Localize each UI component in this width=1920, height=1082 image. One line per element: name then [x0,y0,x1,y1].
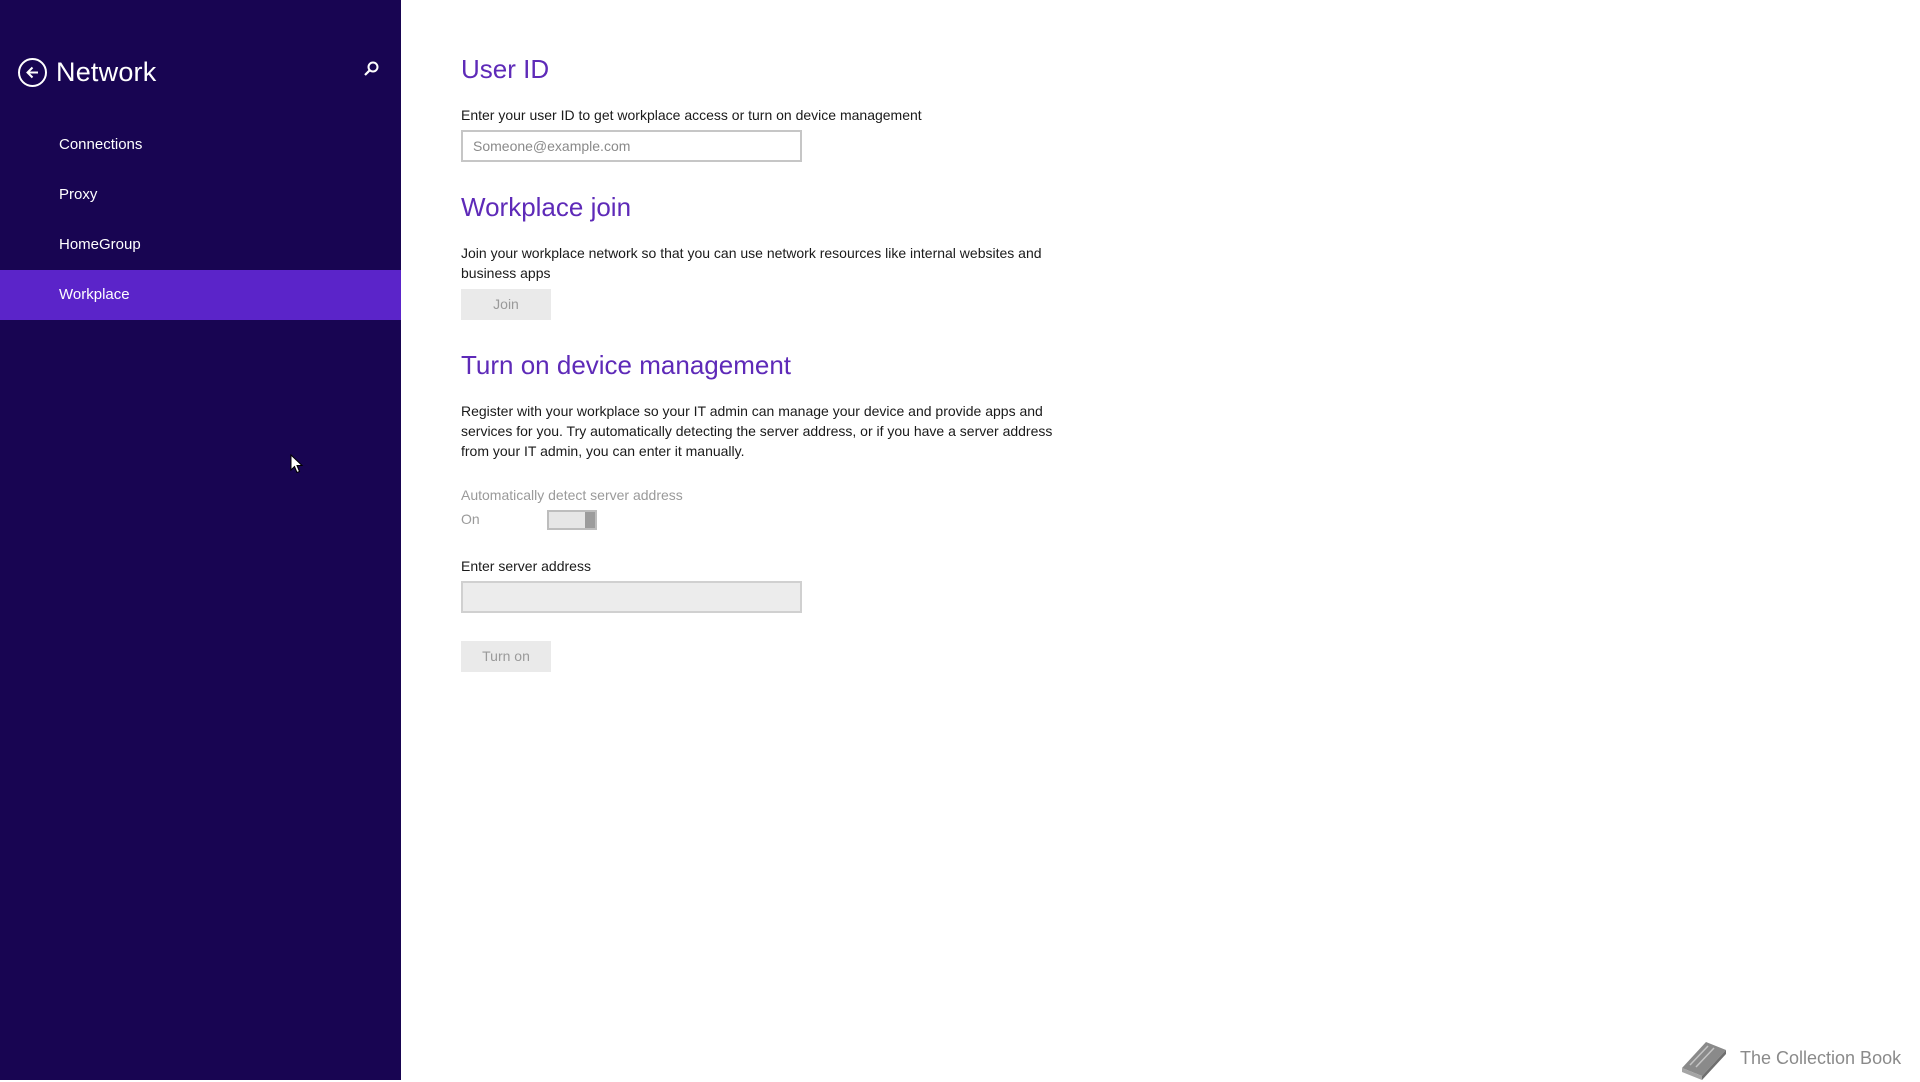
device-management-description: Register with your workplace so your IT admin can manage your device and provide apps and services for you. Try automatically detecting the server address, or if you have a server address from your IT admin, you can enter it manually. [461,403,1053,459]
workplace-join-description: Join your workplace network so that you can use network resources like internal websites and business apps [461,245,1042,281]
sidebar-item-workplace[interactable]: Workplace [0,270,401,320]
sidebar-item-proxy[interactable]: Proxy [59,186,98,203]
user-id-input[interactable] [461,130,802,162]
sidebar-item-homegroup[interactable]: HomeGroup [59,236,141,253]
join-button[interactable]: Join [461,289,551,320]
auto-detect-label: Automatically detect server address [461,487,683,503]
device-management-heading: Turn on device management [461,350,792,380]
user-id-heading: User ID [461,54,550,84]
sidebar-nav [0,120,401,320]
user-id-description: Enter your user ID to get workplace access or turn on device management [461,107,922,123]
mouse-cursor-icon [290,454,304,474]
back-arrow-icon [25,65,40,80]
server-address-input[interactable] [461,581,802,613]
book-icon [1676,1034,1730,1082]
auto-detect-toggle[interactable] [547,510,597,530]
server-address-label: Enter server address [461,558,591,574]
turn-on-button[interactable]: Turn on [461,641,551,672]
workplace-join-heading: Workplace join [461,192,632,222]
sidebar-header [18,52,156,92]
sidebar-title: Network [56,56,157,87]
toggle-thumb [585,512,595,528]
sidebar-item-connections[interactable]: Connections [59,136,143,153]
auto-detect-state: On [461,511,480,527]
search-icon [362,60,380,78]
search-button[interactable] [362,60,382,80]
watermark [1676,1034,1901,1082]
watermark-text: The Collection Book [1740,1047,1902,1068]
back-button[interactable] [18,58,47,87]
sidebar [0,0,401,1080]
